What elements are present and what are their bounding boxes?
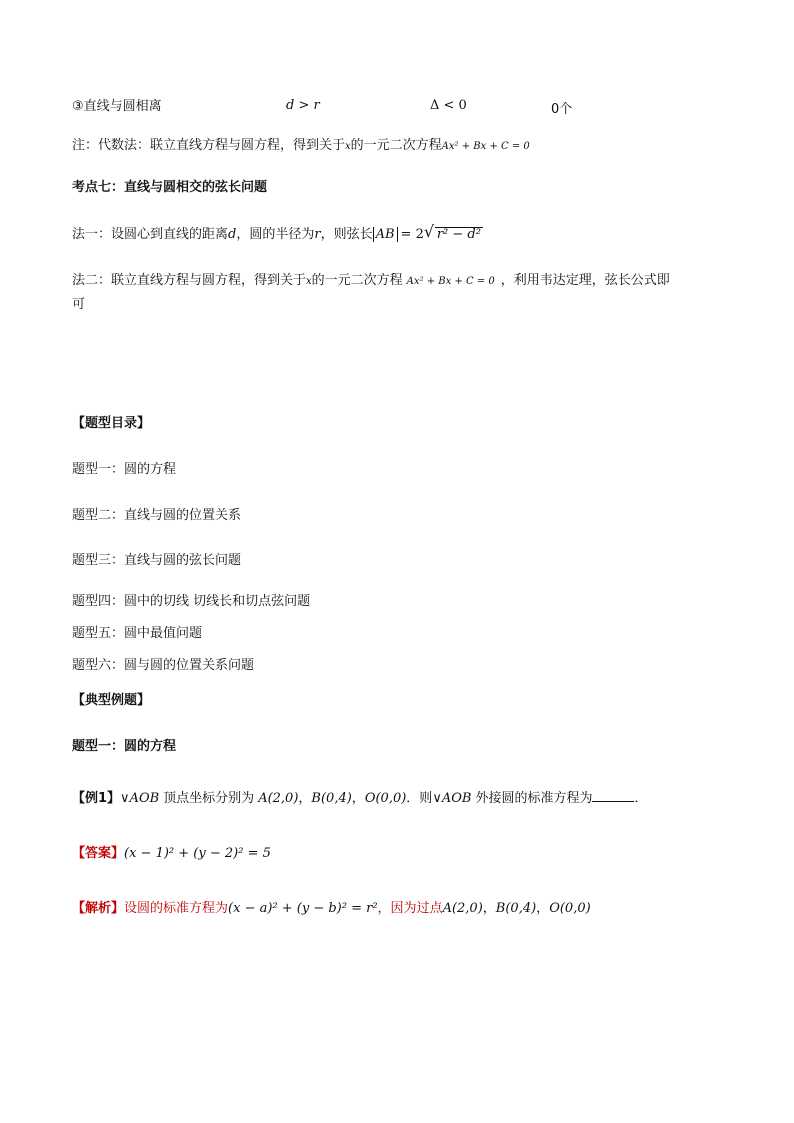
example1-tag: 【例1】: [72, 791, 121, 806]
example1-text-b: ．则: [406, 791, 433, 806]
note-text-a: 注：代数法：联立直线方程与圆方程，得到关于: [72, 138, 346, 153]
method1-text-b: ，圆的半径为: [236, 227, 315, 242]
case3-row: [72, 98, 162, 116]
method2-equation: Ax² + Bx + C = 0: [406, 276, 495, 287]
method1-eq: = 2: [400, 227, 424, 242]
examples-heading: 【典型例题】: [72, 693, 151, 708]
example1-text-a: 顶点坐标分别为: [163, 791, 255, 806]
note-equation: Ax² + Bx + C = 0: [441, 141, 530, 152]
answer-line: [72, 845, 271, 863]
method2-text-a: 法二：联立直线方程与圆方程，得到关于: [72, 273, 307, 288]
note-line: [72, 137, 530, 156]
analysis-text-b: ，因为过点: [377, 901, 443, 916]
example1-text-c: 外接圆的标准方程为: [475, 791, 593, 806]
example1-triangle: ∨AOB: [120, 791, 160, 806]
example1-line: [72, 789, 647, 808]
method2-text-b: 的一元二次方程: [311, 273, 403, 288]
analysis-point-b: B(0,4): [495, 901, 537, 916]
note-var-x: x: [345, 141, 351, 152]
analysis-sep-2: ，: [536, 901, 550, 916]
case3-points: 0个: [551, 102, 573, 117]
case3-distance-condition: d > r: [286, 98, 320, 113]
point7-title: 考点七：直线与圆相交的弦长问题: [72, 180, 268, 195]
method1-text-a: 法一：设圆心到直线的距离: [72, 227, 229, 242]
analysis-point-a: A(2,0): [442, 901, 483, 916]
method1-text-c: ，则弦长: [320, 227, 373, 242]
analysis-text-a: 设圆的标准方程为: [124, 901, 229, 916]
example1-point-b: B(0,4): [311, 791, 352, 806]
example1-sep-1: ，: [298, 791, 312, 806]
method2-text-c: ，利用韦达定理，弦长公式即: [500, 273, 670, 288]
example1-answer-blank: [592, 789, 634, 802]
method1-abs-ab: AB: [373, 227, 398, 242]
method1-radicand: r² − d²: [436, 227, 481, 242]
method1-var-d: d: [228, 227, 237, 242]
analysis-tag: 【解析】: [72, 901, 125, 916]
method1-var-r: r: [314, 227, 321, 242]
toc-item-2: 题型二：直线与圆的位置关系: [72, 508, 242, 523]
type1-title: 题型一：圆的方程: [72, 739, 177, 754]
method1-line: [72, 222, 483, 244]
example1-sep-2: ，: [351, 791, 365, 806]
analysis-line: [72, 900, 591, 918]
toc-item-4: 题型四：圆中的切线 切线长和切点弦问题: [72, 594, 311, 609]
method1-sqrt: √ r² − d²: [423, 222, 481, 242]
toc-item-5: 题型五：圆中最值问题: [72, 626, 203, 641]
example1-point-a: A(2,0): [258, 791, 299, 806]
answer-formula: (x − 1)² + (y − 2)² = 5: [124, 846, 271, 861]
toc-item-1: 题型一：圆的方程: [72, 462, 177, 477]
case3-delta-condition: Δ < 0: [430, 98, 467, 113]
toc-item-6: 题型六：圆与圆的位置关系问题: [72, 658, 255, 673]
note-text-b: 的一元二次方程: [350, 138, 442, 153]
toc-item-3: 题型三：直线与圆的弦长问题: [72, 553, 242, 568]
analysis-formula: (x − a)² + (y − b)² = r²: [228, 901, 378, 916]
method2-line: [72, 272, 670, 291]
analysis-point-o: O(0,0): [549, 901, 591, 916]
analysis-sep-1: ，: [482, 901, 496, 916]
case3-label: ③直线与圆相离: [72, 99, 162, 114]
example1-triangle-2: ∨AOB: [432, 791, 472, 806]
example1-point-o: O(0,0): [364, 791, 407, 806]
method2-line2: 可: [72, 297, 86, 312]
toc-heading: 【题型目录】: [72, 416, 151, 431]
example1-end: ．: [634, 791, 648, 806]
method2-var-x: x: [306, 276, 312, 287]
answer-tag: 【答案】: [72, 846, 125, 861]
